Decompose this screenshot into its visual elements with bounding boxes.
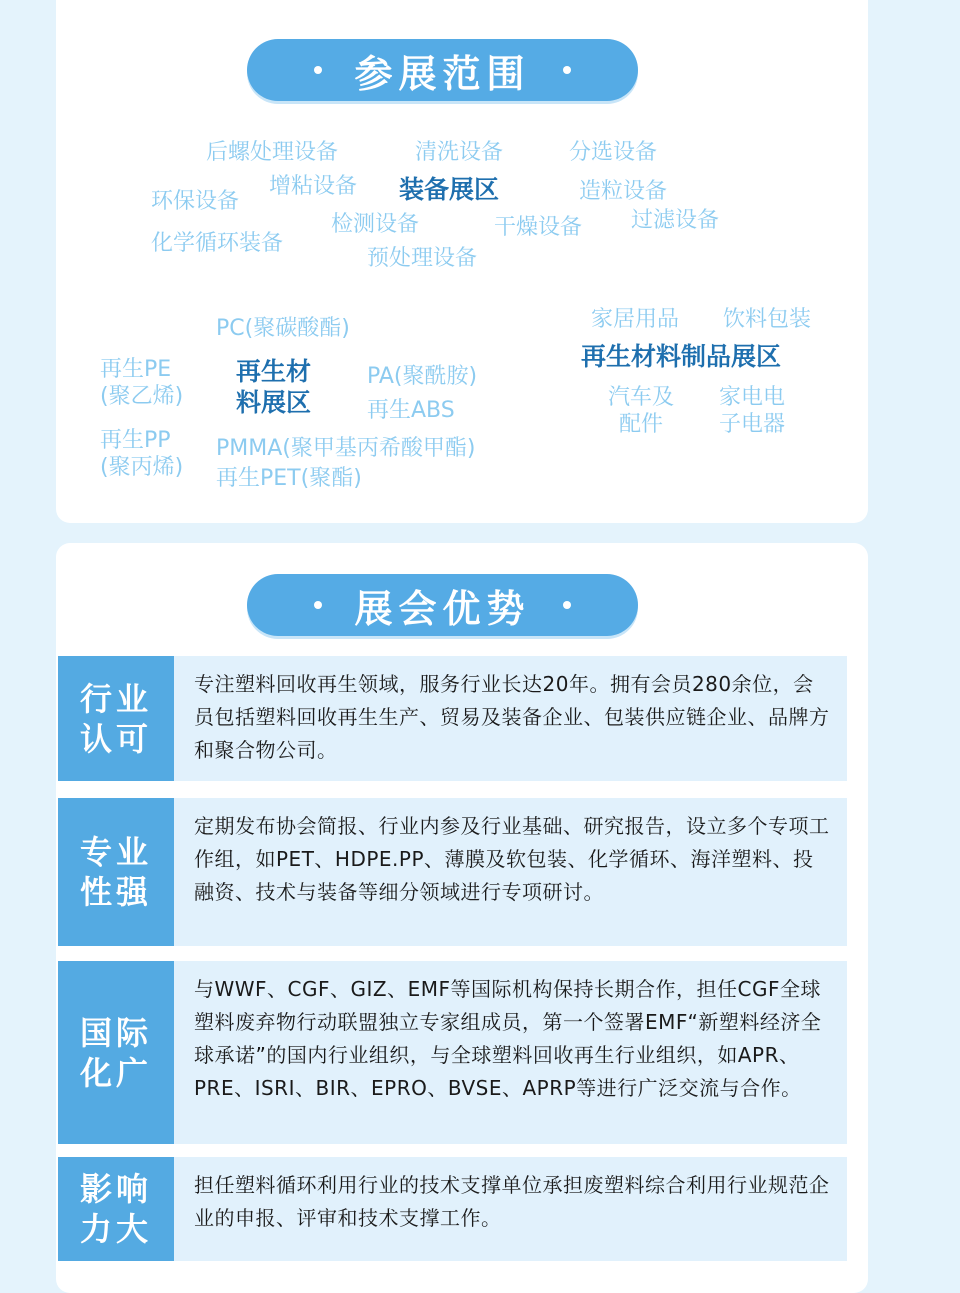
material-item: 再生PE (聚乙烯) <box>100 357 184 409</box>
advantage-row-influence <box>58 1157 847 1261</box>
material-item: PC(聚碳酸酯) <box>216 316 350 341</box>
advantage-text: 与WWF、CGF、GIZ、EMF等国际机构保持长期合作，担任CGF全球塑料废弃物行动联盟独立专家组成员，第一个签署EMF“新塑料经济全球承诺”的国内行业组织，与全球塑料回收再生行业组织，如APR、PRE、ISRI、BIR、EPRO、BVSE、APRP等进行广泛交流与合作。 <box>174 961 847 1144</box>
exhibition-advantages-card <box>56 543 868 1293</box>
materials-zone-hub: 再生材 料展区 <box>236 357 312 417</box>
product-item: 家居用品 <box>591 307 680 332</box>
equipment-item: 环保设备 <box>151 189 240 214</box>
product-item: 家电电 子电器 <box>719 385 786 437</box>
material-item: 再生PET(聚酯) <box>216 466 362 491</box>
advantage-text: 担任塑料循环利用行业的技术支撑单位承担废塑料综合利用行业规范企业的申报、评审和技术支撑工作。 <box>174 1157 847 1261</box>
scope-title-banner <box>247 39 638 101</box>
bullet-dot-icon <box>314 66 322 74</box>
equipment-item: 化学循环装备 <box>151 231 284 256</box>
equipment-item: 分选设备 <box>569 140 658 165</box>
equipment-item: 后螺处理设备 <box>206 140 339 165</box>
equipment-item: 干燥设备 <box>494 215 583 240</box>
advantage-row-international <box>58 961 847 1144</box>
bullet-dot-icon <box>563 66 571 74</box>
material-item: PA(聚酰胺) <box>367 364 478 389</box>
advantage-text: 专注塑料回收再生领域，服务行业长达20年。拥有会员280余位，会员包括塑料回收再生生产、贸易及装备企业、包装供应链企业、品牌方和聚合物公司。 <box>174 656 847 781</box>
products-zone-hub: 再生材料制品展区 <box>581 342 782 371</box>
advantage-row-professional <box>58 798 847 946</box>
advantage-row-industry <box>58 656 847 781</box>
material-item: PMMA(聚甲基丙希酸甲酯) <box>216 436 476 461</box>
equipment-item: 造粒设备 <box>579 179 668 204</box>
equipment-item: 检测设备 <box>331 212 420 237</box>
equipment-item: 增粘设备 <box>269 174 358 199</box>
product-item: 饮料包装 <box>723 307 812 332</box>
exhibition-scope-card <box>56 0 868 523</box>
advantage-label: 行业 认可 <box>58 656 174 781</box>
advantages-title: 展会优势 <box>354 586 531 631</box>
equipment-item: 预处理设备 <box>367 246 478 271</box>
advantage-text: 定期发布协会简报、行业内参及行业基础、研究报告，设立多个专项工作组，如PET、HDPE.PP、薄膜及软包装、化学循环、海洋塑料、投融资、技术与装备等细分领域进行专项研讨。 <box>174 798 847 946</box>
advantage-label: 国际 化广 <box>58 961 174 1144</box>
material-item: 再生PP (聚丙烯) <box>100 428 184 480</box>
bullet-dot-icon <box>314 601 322 609</box>
advantages-title-banner <box>247 574 638 636</box>
equipment-item: 过滤设备 <box>631 208 720 233</box>
scope-title: 参展范围 <box>354 51 531 96</box>
product-item: 汽车及 配件 <box>608 385 675 437</box>
bullet-dot-icon <box>563 601 571 609</box>
equipment-zone-hub: 装备展区 <box>399 175 500 204</box>
advantage-label: 专业 性强 <box>58 798 174 946</box>
equipment-item: 清洗设备 <box>415 140 504 165</box>
advantage-label: 影响 力大 <box>58 1157 174 1261</box>
material-item: 再生ABS <box>367 398 455 423</box>
